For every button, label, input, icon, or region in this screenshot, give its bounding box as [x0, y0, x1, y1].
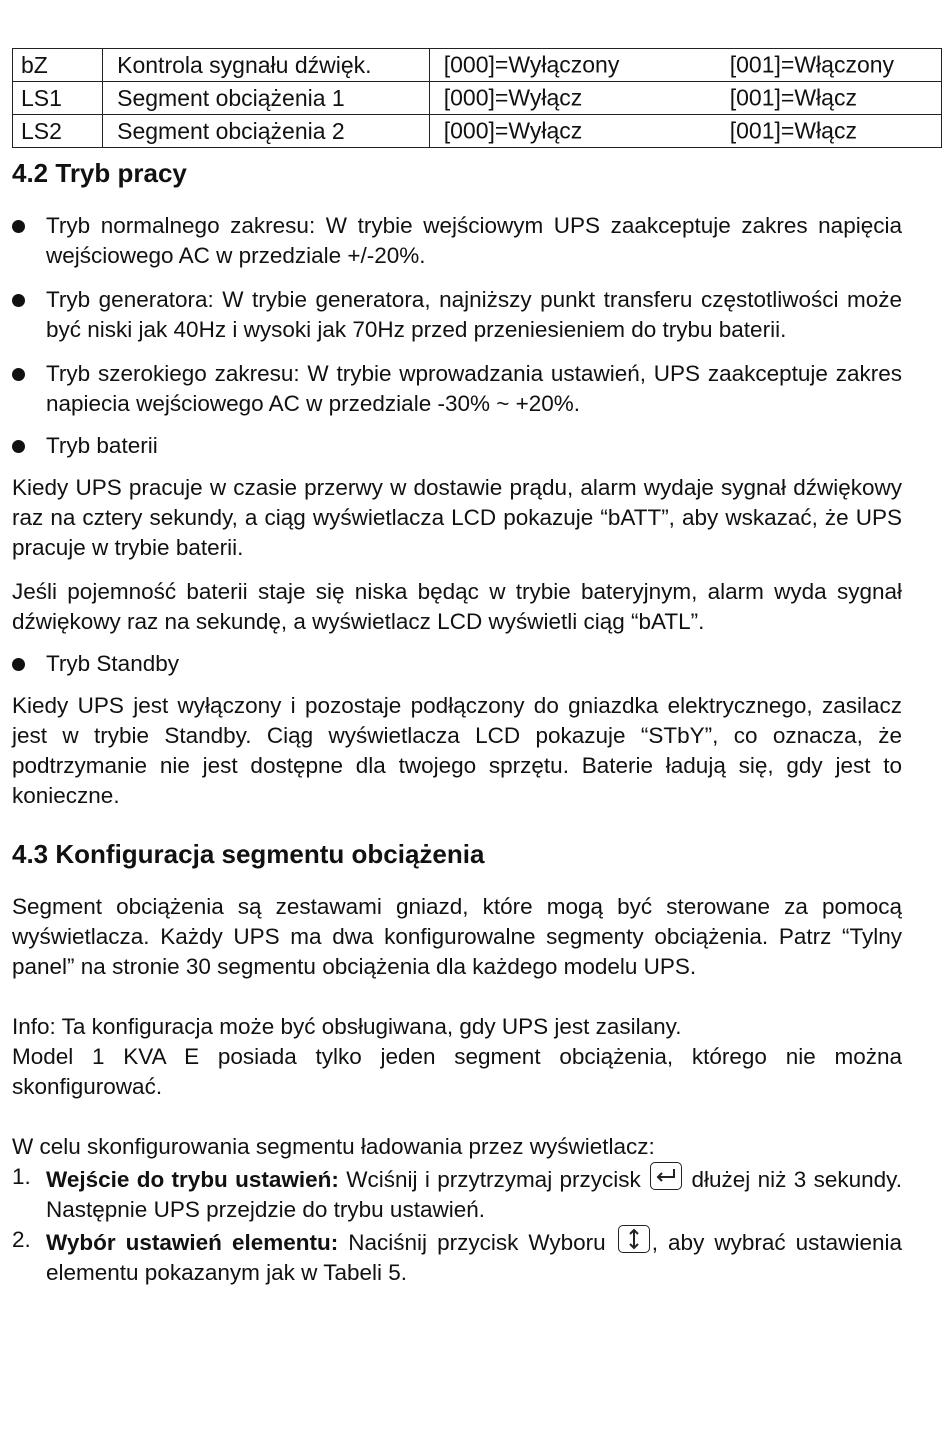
step-text: Wciśnij i przytrzymaj przycisk: [346, 1167, 641, 1193]
setting-name: Kontrola sygnału dźwięk.: [103, 49, 430, 82]
step-title: Wejście do trybu ustawień:: [46, 1167, 339, 1193]
section-heading-operating-modes: 4.2 Tryb pracy: [12, 158, 187, 188]
step-title: Wybór ustawień elementu:: [46, 1230, 339, 1256]
table-row: [13, 82, 942, 115]
info-note: [12, 1012, 902, 1102]
step-text: , aby wybrać ustawienia elementu pokazanym jak w Tabeli 5.: [46, 1230, 902, 1286]
list-item: [12, 1162, 902, 1225]
steps-intro: W celu skonfigurowania segmentu ładowania przez wyświetlacz:: [12, 1134, 655, 1160]
setting-on-value: [001]=Włączony: [729, 51, 895, 78]
table-row: [13, 49, 942, 82]
setting-code: LS2: [13, 115, 103, 148]
section-body-load-segment: [12, 892, 902, 1288]
battery-mode-paragraph: Kiedy UPS pracuje w czasie przerwy w dostawie prądu, alarm wydaje sygnał dźwiękowy raz na cztery sekundy, a ciąg wyświetlacza LCD pokazuje “bATT”, aby wskazać, że UPS pracuje w trybie baterii.: [12, 475, 902, 561]
list-item: [12, 211, 902, 271]
setting-on-value: [001]=Włącz: [729, 117, 857, 144]
setting-code: bZ: [13, 49, 103, 82]
section-heading-load-segment: 4.3 Konfiguracja segmentu obciążenia: [12, 839, 485, 870]
list-item: [12, 431, 902, 461]
info-line: Model 1 KVA E posiada tylko jeden segment obciążenia, którego nie można skonfigurować.: [12, 1044, 902, 1100]
bullet-icon: [12, 220, 25, 233]
bullet-text: Tryb szerokiego zakresu: W trybie wprowadzania ustawień, UPS zaakceptuje zakres napiecia wejściowego AC w przedziale -30% ~ +20%.: [46, 361, 902, 417]
step-number: 2.: [12, 1227, 31, 1253]
setting-off-value: [000]=Wyłącz: [443, 117, 583, 144]
setting-code: LS1: [13, 82, 103, 115]
bullet-icon: [12, 440, 25, 453]
table-row: [13, 115, 942, 148]
bullet-icon: [12, 368, 25, 381]
setting-values: [429, 82, 941, 115]
load-segment-paragraph: Segment obciążenia są zestawami gniazd, które mogą być sterowane za pomocą wyświetlacza. Każdy UPS ma dwa konfigurowalne segmenty obciążenia. Patrz “Tylny panel” na stronie 30 segmentu obciążenia dla każdego modelu UPS.: [12, 894, 902, 980]
settings-table: [12, 48, 942, 148]
standby-paragraph: Kiedy UPS jest wyłączony i pozostaje podłączony do gniazdka elektrycznego, zasilacz jest w trybie Standby. Ciąg wyświetlacza LCD pokazuje “STbY”, co oznacza, że podtrzymanie nie jest dostępne dla twojego sprzętu. Baterie ładują się, gdy jest to konieczne.: [12, 693, 902, 809]
bullet-text: Tryb normalnego zakresu: W trybie wejściowym UPS zaakceptuje zakres napięcia wejściowego AC w przedziale +/-20%.: [46, 213, 902, 269]
bullet-text: Tryb Standby: [46, 651, 179, 677]
list-item: [12, 1225, 902, 1288]
enter-key-icon: [650, 1162, 682, 1190]
list-item: [12, 649, 902, 679]
setting-off-value: [000]=Wyłącz: [443, 84, 583, 111]
low-battery-paragraph: Jeśli pojemność baterii staje się niska będąc w trybie bateryjnym, alarm wyda sygnał dźwiękowy raz na sekundę, a wyświetlacz LCD wyświetli ciąg “bATL”.: [12, 579, 902, 635]
list-item: [12, 285, 902, 345]
select-key-icon: [618, 1225, 650, 1253]
bullet-icon: [12, 658, 25, 671]
setting-values: [429, 115, 941, 148]
section-body-operating-modes: [12, 211, 902, 811]
setting-on-value: [001]=Włącz: [729, 84, 857, 111]
setting-name: Segment obciążenia 1: [103, 82, 430, 115]
step-text: dłużej niż 3 sekundy. Następnie UPS przejdzie do trybu ustawień.: [46, 1167, 902, 1223]
bullet-icon: [12, 294, 25, 307]
step-number: 1.: [12, 1164, 31, 1190]
steps-list: [12, 1162, 902, 1288]
bullet-text: Tryb baterii: [46, 433, 158, 459]
step-text: Naciśnij przycisk Wyboru: [348, 1230, 606, 1256]
bullet-text: Tryb generatora: W trybie generatora, najniższy punkt transferu częstotliwości może być niski jak 40Hz i wysoki jak 70Hz przed przeniesieniem do trybu baterii.: [46, 287, 902, 343]
setting-name: Segment obciążenia 2: [103, 115, 430, 148]
info-line: Info: Ta konfiguracja może być obsługiwana, gdy UPS jest zasilany.: [12, 1014, 682, 1040]
setting-off-value: [000]=Wyłączony: [443, 51, 620, 78]
list-item: [12, 359, 902, 419]
setting-values: [429, 49, 941, 82]
manual-page: [12, 48, 942, 1288]
